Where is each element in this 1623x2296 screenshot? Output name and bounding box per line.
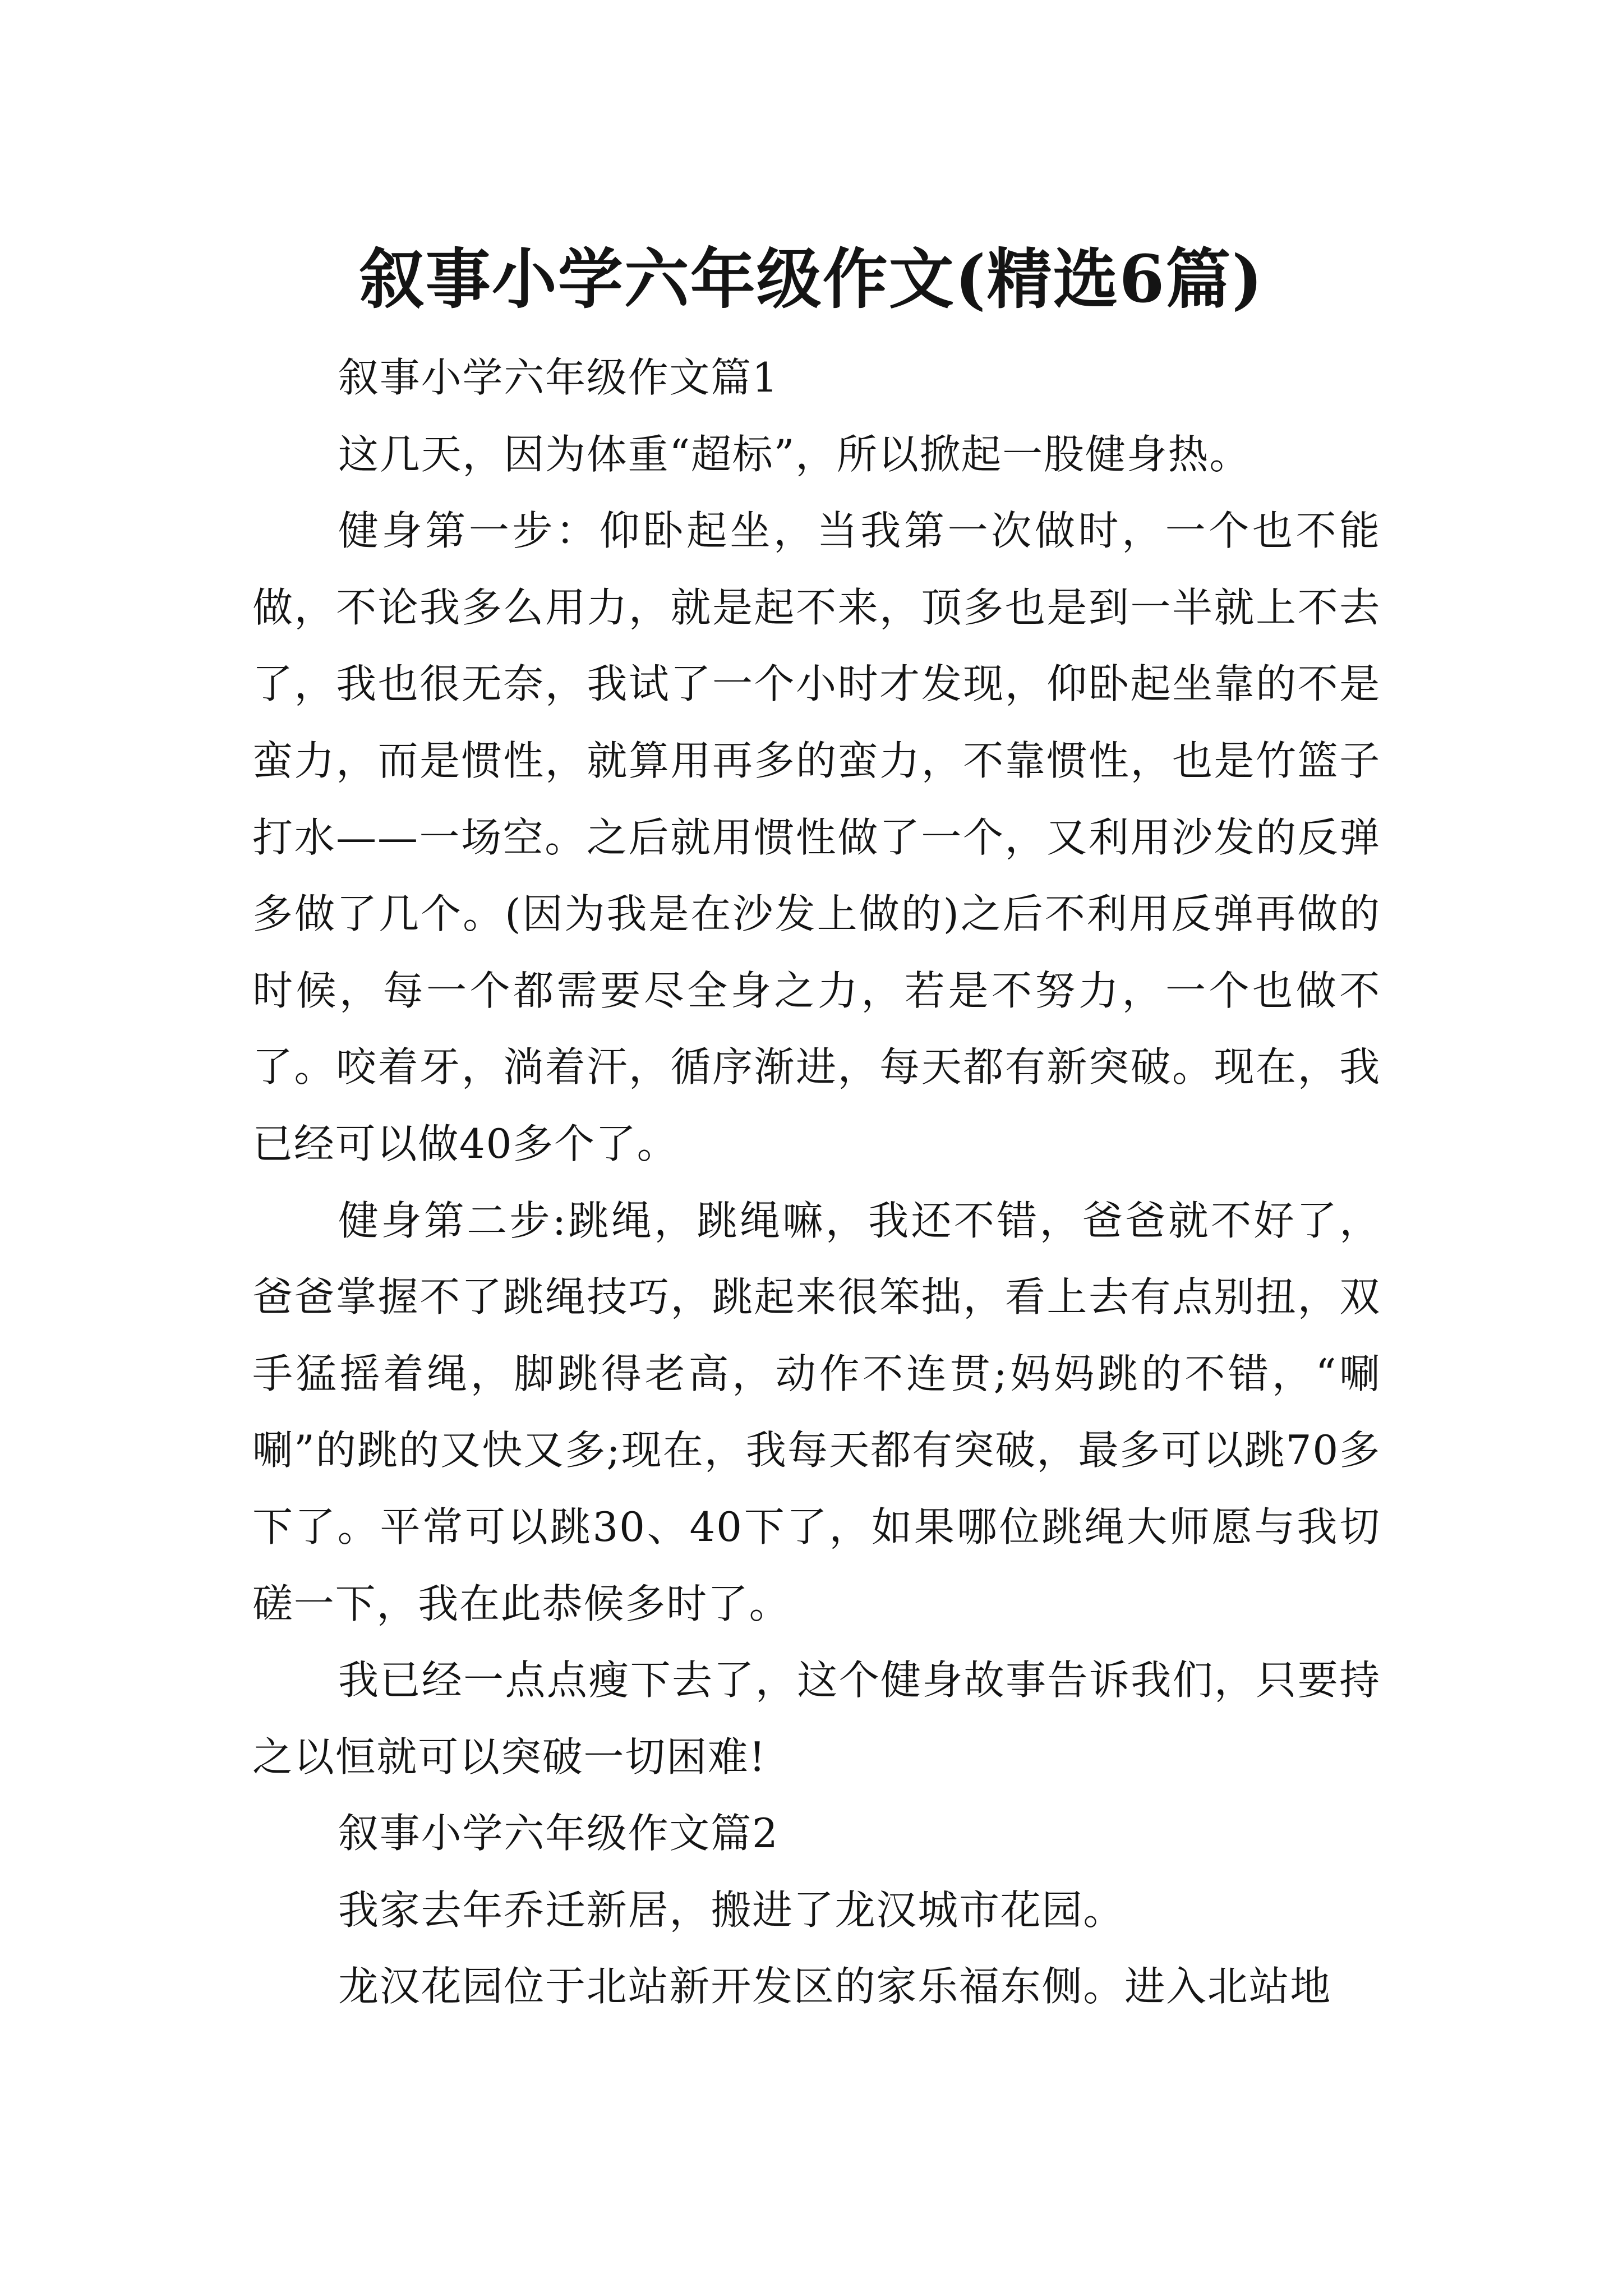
- paragraph: 我家去年乔迁新居，搬进了龙汉城市花园。: [338, 1886, 1125, 1934]
- paragraph: 这几天，因为体重“超标”，所以掀起一股健身热。: [338, 430, 1251, 478]
- paragraph: 健身第一步：仰卧起坐，当我第一次做时，一个也不能做，不论我多么用力，就是起不来，顶多也是到一半就上不去了，我也很无奈，我试了一个小时才发现，仰卧起坐靠的不是蛮力，而是惯性，就算用再多的蛮力，不靠惯性，也是竹篮子打水——一场空。之后就用惯性做了一个，又利用沙发的反弹多做了几个。(因为我是在沙发上做的)之后不利用反弹再做的时候，每一个都需要尽全身之力，若是不努力，一个也做不了。咬着牙，淌着汗，循序渐进，每天都有新突破。现在，我已经可以做40多个了。: [252, 507, 1381, 1167]
- section-heading-2: 叙事小学六年级作文篇2: [338, 1810, 779, 1857]
- document-body: [252, 339, 1381, 2025]
- paragraph: 龙汉花园位于北站新开发区的家乐福东侧。进入北站地: [338, 1963, 1332, 2010]
- paragraph: 我已经一点点瘦下去了，这个健身故事告诉我们，只要持之以恒就可以突破一切困难!: [252, 1657, 1381, 1780]
- paragraph: 健身第二步:跳绳，跳绳嘛，我还不错，爸爸就不好了，爸爸掌握不了跳绳技巧，跳起来很笨拙，看上去有点别扭，双手猛摇着绳，脚跳得老高，动作不连贯;妈妈跳的不错，“唰唰”的跳的又快又多;现在，我每天都有突破，最多可以跳70多下了。平常可以跳30、40下了，如果哪位跳绳大师愿与我切磋一下，我在此恭候多时了。: [252, 1197, 1381, 1627]
- section-heading-1: 叙事小学六年级作文篇1: [338, 354, 779, 401]
- document-title: 叙事小学六年级作文(精选6篇): [359, 241, 1264, 318]
